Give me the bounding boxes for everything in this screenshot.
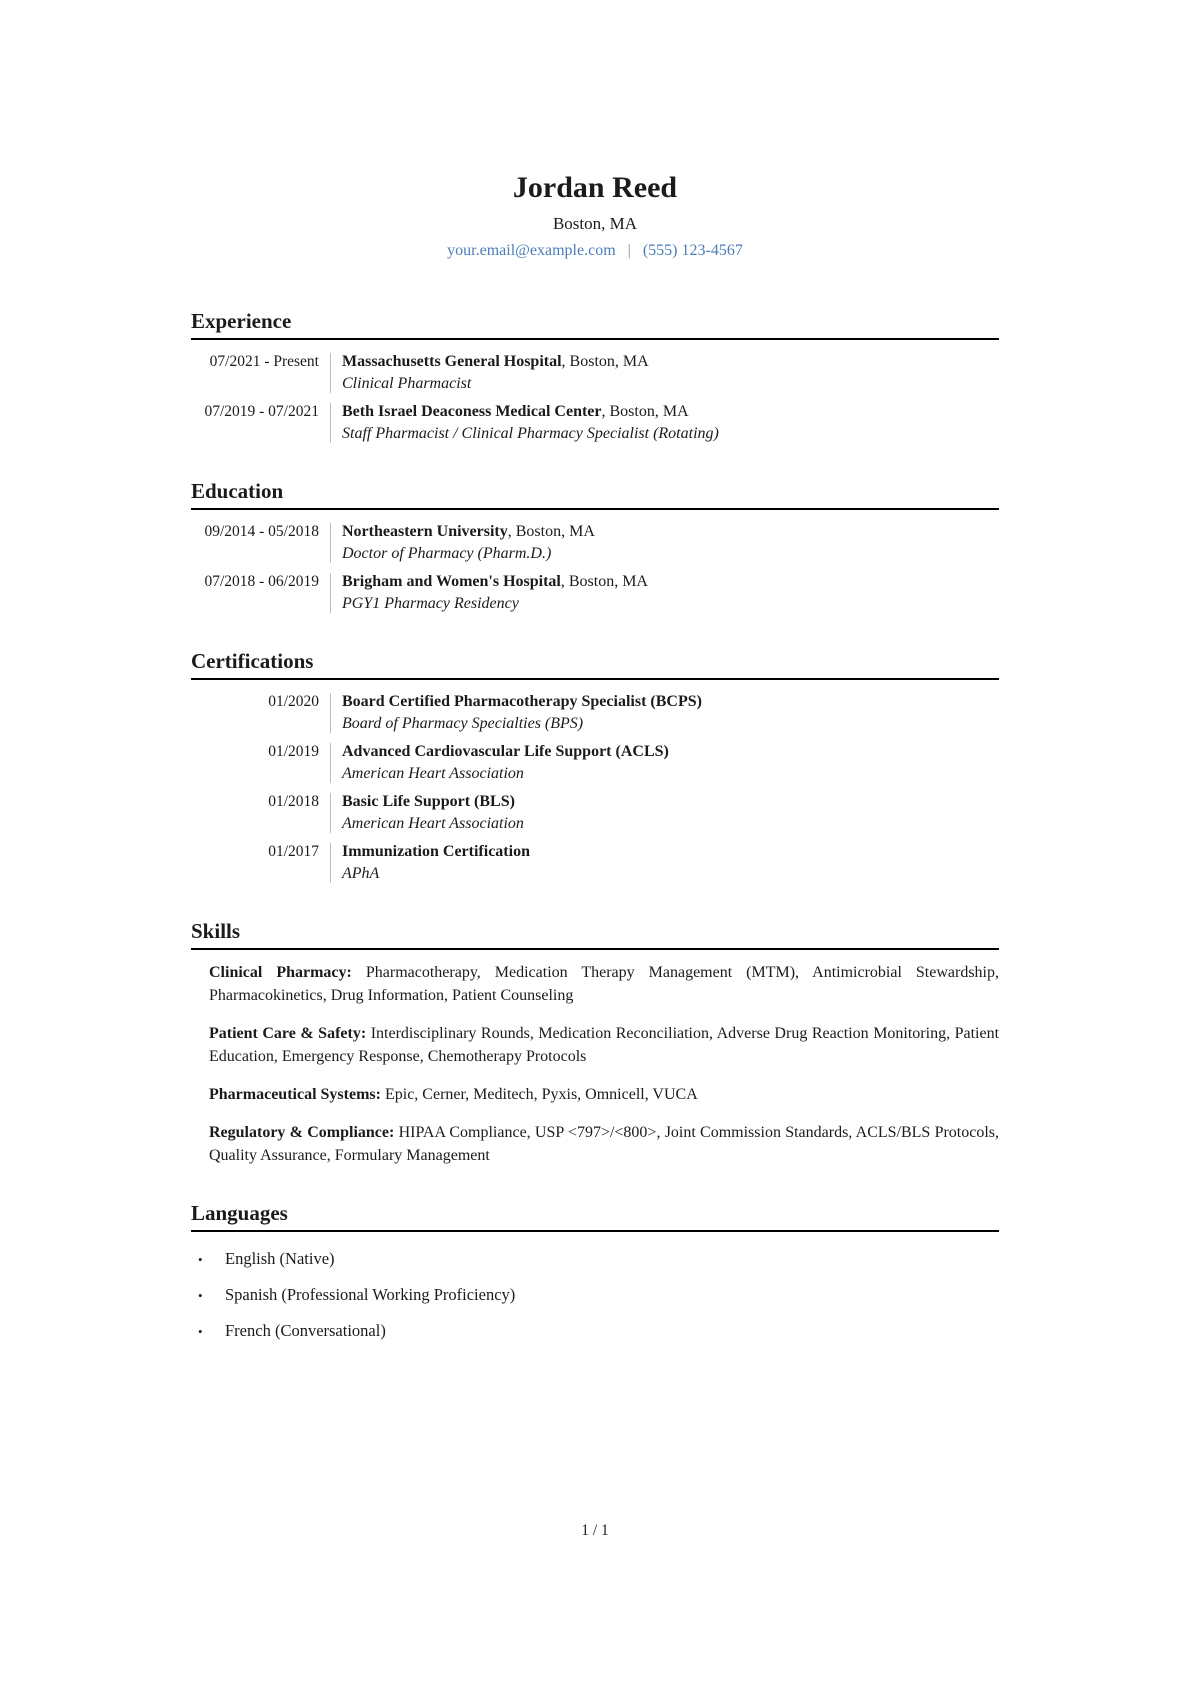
education-entry (191, 521, 999, 565)
entry-organization: Northeastern University (342, 523, 508, 540)
certification-entry (191, 691, 999, 735)
page-number: 1 / 1 (581, 1522, 609, 1539)
entry-location: , Boston, MA (561, 353, 649, 370)
certification-entry (191, 841, 999, 885)
language-label: French (Conversational) (225, 1321, 386, 1340)
language-label: Spanish (Professional Working Proficiency) (225, 1285, 516, 1304)
section-skills (191, 918, 999, 1167)
entry-location: , Boston, MA (560, 573, 648, 590)
entry-title-line (342, 401, 999, 423)
section-title-skills: Skills (191, 918, 999, 950)
resume-header (191, 170, 999, 261)
entry-title-line (342, 741, 999, 763)
email-link[interactable]: your.email@example.com (447, 242, 616, 259)
entry-role: Clinical Pharmacist (342, 375, 472, 392)
language-label: English (Native) (225, 1249, 335, 1268)
entry-main (342, 351, 999, 395)
skill-label: Regulatory & Compliance: (209, 1124, 395, 1141)
entry-date: 07/2019 - 07/2021 (204, 403, 319, 420)
entry-divider (330, 843, 331, 883)
section-title-experience: Experience (191, 308, 999, 340)
certification-name: Advanced Cardiovascular Life Support (ACLS) (342, 743, 669, 760)
resume-content (191, 0, 999, 1342)
certification-name: Basic Life Support (BLS) (342, 793, 515, 810)
entry-date: 07/2018 - 06/2019 (204, 573, 319, 590)
certification-entry (191, 791, 999, 835)
section-title-education: Education (191, 478, 999, 510)
skill-item (209, 1083, 999, 1106)
section-title-certifications: Certifications (191, 648, 999, 680)
entry-main (342, 571, 999, 615)
entry-divider (330, 743, 331, 783)
entry-organization: Massachusetts General Hospital (342, 353, 562, 370)
entry-title-line (342, 841, 999, 863)
entry-date: 01/2020 (268, 693, 319, 710)
skill-item (209, 1022, 999, 1068)
section-experience (191, 308, 999, 445)
entry-date: 01/2018 (268, 793, 319, 810)
entry-divider (330, 573, 331, 613)
entry-title-line (342, 791, 999, 813)
bullet-icon: • (198, 1324, 203, 1339)
entry-date: 01/2019 (268, 743, 319, 760)
person-location: Boston, MA (552, 214, 638, 233)
certification-entry (191, 741, 999, 785)
entry-date: 09/2014 - 05/2018 (204, 523, 319, 540)
certification-name: Immunization Certification (342, 843, 530, 860)
language-item (191, 1284, 999, 1306)
section-certifications (191, 648, 999, 885)
skills-list (191, 950, 999, 1167)
bullet-icon: • (198, 1252, 203, 1267)
language-item (191, 1248, 999, 1270)
skill-item (209, 1121, 999, 1167)
entry-divider (330, 523, 331, 563)
experience-entry (191, 401, 999, 445)
phone-link[interactable]: (555) 123-4567 (642, 242, 743, 259)
entry-title-line (342, 521, 999, 543)
skill-label: Pharmaceutical Systems: (209, 1086, 381, 1103)
certification-issuer: American Heart Association (342, 765, 524, 782)
language-item (191, 1320, 999, 1342)
entry-title-line (342, 691, 999, 713)
skill-text: Pharmacotherapy, Medication Therapy Management (MTM), Antimicrobial Stewardship, Pharmacokinetics, Drug Information, Patient Counseling (209, 964, 999, 1004)
entry-divider (330, 693, 331, 733)
education-entries (191, 510, 999, 615)
certification-name: Board Certified Pharmacotherapy Specialist (BCPS) (342, 693, 702, 710)
education-entry (191, 571, 999, 615)
entry-location: , Boston, MA (601, 403, 689, 420)
section-education (191, 478, 999, 615)
entry-divider (330, 793, 331, 833)
skill-text: Epic, Cerner, Meditech, Pyxis, Omnicell, VUCA (384, 1086, 698, 1103)
person-name: Jordan Reed (512, 171, 678, 204)
experience-entries (191, 340, 999, 445)
certification-issuer: APhA (342, 865, 380, 882)
contact-line (191, 241, 999, 261)
entry-role: PGY1 Pharmacy Residency (342, 595, 519, 612)
entry-main (342, 401, 999, 445)
entry-main (342, 741, 999, 785)
entry-location: , Boston, MA (507, 523, 595, 540)
section-title-languages: Languages (191, 1200, 999, 1232)
certification-issuer: Board of Pharmacy Specialties (BPS) (342, 715, 584, 732)
entry-title-line (342, 571, 999, 593)
entry-role: Staff Pharmacist / Clinical Pharmacy Specialist (Rotating) (342, 425, 719, 442)
skill-text: Interdisciplinary Rounds, Medication Reconciliation, Adverse Drug Reaction Monitoring, Patient Education, Emergency Response, Chemotherapy Protocols (209, 1025, 1000, 1065)
skill-label: Patient Care & Safety: (209, 1025, 367, 1042)
entry-date: 07/2021 - Present (209, 353, 319, 370)
entry-main (342, 841, 999, 885)
contact-separator: | (627, 242, 631, 259)
entry-main (342, 691, 999, 735)
experience-entry (191, 351, 999, 395)
entry-divider (330, 353, 331, 393)
entry-title-line (342, 351, 999, 373)
entry-organization: Brigham and Women's Hospital (342, 573, 561, 590)
entry-main (342, 521, 999, 565)
bullet-icon: • (198, 1288, 203, 1303)
skill-label: Clinical Pharmacy: (209, 964, 352, 981)
certification-entries (191, 680, 999, 885)
entry-main (342, 791, 999, 835)
certification-issuer: American Heart Association (342, 815, 524, 832)
skill-text: HIPAA Compliance, USP <797>/<800>, Joint Commission Standards, ACLS/BLS Protocols, Quality Assurance, Formulary Management (209, 1124, 1000, 1164)
entry-organization: Beth Israel Deaconess Medical Center (342, 403, 602, 420)
entry-date: 01/2017 (268, 843, 319, 860)
languages-list (191, 1232, 999, 1342)
entry-divider (330, 403, 331, 443)
skill-item (209, 961, 999, 1007)
entry-role: Doctor of Pharmacy (Pharm.D.) (342, 545, 552, 562)
section-languages (191, 1200, 999, 1342)
